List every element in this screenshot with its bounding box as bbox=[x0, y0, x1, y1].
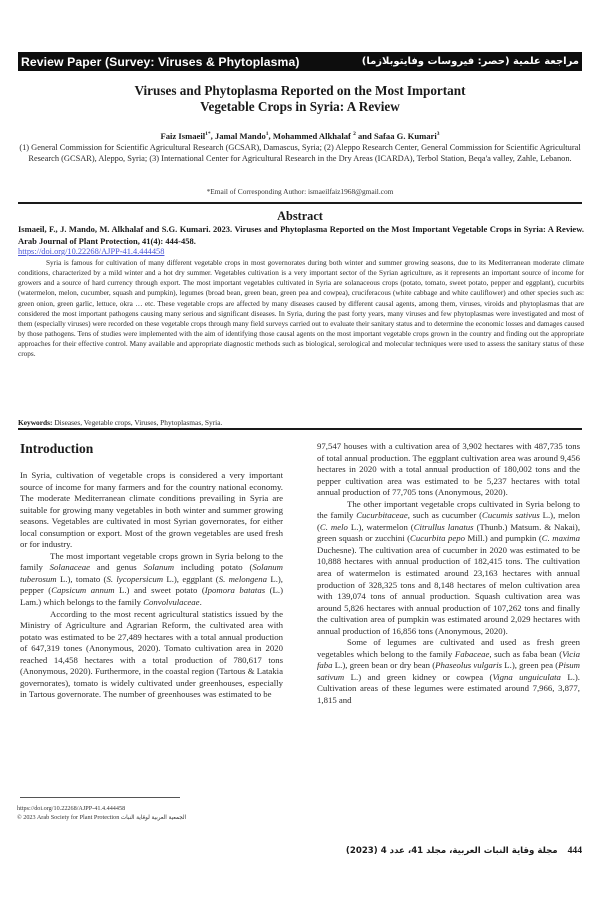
copyright-english: © 2023 Arab Society for Plant Protection bbox=[17, 814, 120, 821]
abstract-body: Syria is famous for cultivation of many different vegetable crops in most governorates during both winter and summer growing seasons, due to its Mediterranean moderate climate conditions, characterized by a mild winter and a hot dry summer. Vegetables cultivation is a very important sector of the Syrian agriculture, as it represents an important source of income for growers and a source of hard currency through export. The most important vegetables cultivated in Syria are solanaceous crops (potato, tomato, sweet potato, pepper and eggplant), cucurbits (watermelon, melon, cucumber, squash and pumpkin), legumes (broad bean, green bean, green pea and cowpea), cruciferacous (white cabbage and white cauliflower) and other species such as: green onion, green garlic, lettuce, okra … etc. These vegetable crops are affected by many diseases caused by different causal agents, among them, viruses, viroids and phytoplasmas that are considered the most important pathogens causing many serious and significant diseases. In Syria, during the past forty years, many viruses and few phytoplasmas were investigated and most of them (especially viruses) were recorded on these vegetable crops through many field surveys carried out to evaluate their sanitary status and to determine the economic losses and damages caused by those pathogens. Tens of studies were implemented with the aim of identifying those causal agents on the most important vegetable crops grown in the country and finding out the appropriate approaches for their effective control. Many available and appropriate diagnostic methods such as biological, serological and molecular techniques were used to assess the sanitary status of these crops. bbox=[18, 259, 584, 359]
author-affiliations: (1) General Commission for Scientific Agricultural Research (GCSAR), Damascus, Syria; (2) Aleppo Research Center, General Commission for Scientific Agricultural Research (GCSAR), Aleppo, Syria; (3) International Center for Agricultural Research in the Dry Areas (ICARDA), Terbol Station, Beqa'a valley, Zahle, Lebanon. bbox=[19, 143, 581, 164]
author-affiliation-mark: 3 bbox=[436, 131, 440, 138]
journal-name-arabic: مجلة وقاية النبات العربية، مجلد 41، عدد 4 (2023) bbox=[345, 846, 558, 856]
abstract-bottom-rule bbox=[18, 428, 582, 430]
author-affiliation-mark: 2 bbox=[353, 131, 356, 138]
scientific-name: Cucurbita pepo bbox=[410, 533, 466, 544]
footnote-rule bbox=[20, 797, 180, 798]
paragraph: According to the most recent agricultural statistics issued by the Ministry of Agriculture and Agrarian Reform, the cultivated area with potato was estimated to be 27,489 hectares with a total annual production of 647,319 tones (Anonymous, 2020). Tomato cultivation area in 2020 reached 14,458 hectares with a total production of 780,617 tons (Anonymous, 2020). Furthermore, in the coastal region (Tartous & Latakia governorates), tomato is widely cultivated under greenhouses, especially in Tartous governorate. The number of greenhouses was estimated to be bbox=[20, 608, 283, 700]
scientific-name: Solanum tuberosum bbox=[20, 562, 283, 584]
scientific-name: Cucumis sativus bbox=[482, 510, 540, 521]
scientific-name: Fabaceae bbox=[454, 648, 490, 659]
author-name: Safaa G. Kumari bbox=[373, 131, 437, 141]
scientific-name: S. melongena bbox=[218, 573, 268, 584]
doi-link[interactable]: https://doi.org/10.22268/AJPP-41.4.444458 bbox=[18, 247, 165, 256]
left-column bbox=[20, 470, 283, 701]
paragraph: Some of legumes are cultivated and used as fresh green vegetables which belong to the family Fabaceae, such as faba bean (Vicia faba L.), green bean or dry bean (Phaseolus vulgaris L.), green pea (Pisum sativum L.) and green kidney or cowpea (Vigna unguiculata L.). Cultivation areas of these legumes were estimated around 7,966, 3,877, 1,815 and bbox=[317, 637, 580, 706]
scientific-name: Solanaceae bbox=[49, 562, 90, 573]
author-name: Faiz Ismaeil bbox=[160, 131, 206, 141]
section-header-bar bbox=[18, 52, 582, 71]
scientific-name: Cucurbitaceae bbox=[356, 510, 408, 521]
page-number: 444 bbox=[567, 845, 582, 856]
scientific-name: Vicia faba bbox=[317, 648, 580, 671]
section-label-english: Review Paper (Survey: Viruses & Phytoplasma) bbox=[21, 54, 300, 69]
author-name: Mohammed Alkhalaf bbox=[272, 131, 351, 141]
abstract-heading: Abstract bbox=[277, 209, 323, 223]
article-title-line-2: Vegetable Crops in Syria: A Review bbox=[200, 99, 400, 114]
corresponding-author-email: *Email of Corresponding Author: ismaeilfaiz1968@gmail.com bbox=[206, 187, 394, 196]
scientific-name: Capsicum annum bbox=[51, 585, 115, 596]
footnote-copyright bbox=[17, 814, 186, 821]
keywords bbox=[18, 418, 222, 427]
page-footer bbox=[346, 845, 582, 856]
author-name: Jamal Mando bbox=[214, 131, 266, 141]
section-label-arabic: مراجعة علمية (حصر: فيروسات وفايتوبلازما) bbox=[361, 56, 579, 67]
abstract-top-rule bbox=[18, 202, 582, 204]
scientific-name: Convolvulaceae bbox=[143, 597, 200, 608]
introduction-heading: Introduction bbox=[20, 441, 94, 456]
paragraph: The most important vegetable crops grown in Syria belong to the family Solanaceae and genus Solanum including potato (Solanum tuberosum L.), tomato (S. lycopersicum L.), eggplant (S. melongena L.), pepper (Capsicum annum L.) and sweet potato (Ipomora batatas (L.) Lam.) which belongs to the family Convolvulaceae. bbox=[20, 550, 283, 608]
scientific-name: Pisum sativum bbox=[317, 660, 580, 682]
scientific-name: Ipomora batatas bbox=[204, 585, 266, 596]
paragraph: The other important vegetable crops cultivated in Syria belong to the family Cucurbitaceae, such as cucumber (Cucumis sativus L.), melon (C. melo L.), watermelon (Citrullus lanatus (Thunb.) Matsum. & Nakai), green squash or zucchini (Cucurbita pepo Mill.) and pumpkin (C. maxima Duchesne). The cultivation area of cucumber in 2020 was estimated to be 10,888 hectares with annual production of 182,415 tons. The cultivation area of watermelon is estimated around 23,163 hectares with annual production of 328,325 tons and 8,148 hectares of melon cultivation area with 139,074 tons of annual production. Squash cultivation area was around 5,826 hectares with annual production of 107,262 tons and finally the cultivation area of pumpkin was estimated around 2,029 hectares with annual production of 16,856 tons (Anonymous, 2020). bbox=[317, 498, 581, 636]
copyright-arabic: الجمعية العربية لوقاية النبات bbox=[120, 815, 187, 821]
author-separator: , bbox=[268, 131, 273, 141]
scientific-name: C. maxima bbox=[541, 533, 580, 544]
article-citation: Ismaeil, F., J. Mando, M. Alkhalaf and S.G. Kumari. 2023. Viruses and Phytoplasma Reported on the Most Important Vegetable Crops in Syria: A Review. Arab Journal of Plant Protection, 41(4): 444-458. bbox=[18, 224, 584, 246]
article-title bbox=[0, 83, 600, 115]
paragraph: 97,547 houses with a cultivation area of 3,902 hectares with 487,735 tons of total annual production. The eggplant cultivation area was around 9,456 hectares in 2020 with a total annual production of 180,002 tons and the pepper cultivation area was estimated to be 5,237 hectares with total annual production of 77,705 tons (Anonymous, 2020). bbox=[317, 441, 580, 498]
author-list bbox=[0, 131, 600, 141]
author-affiliation-mark: 1* bbox=[205, 131, 211, 138]
scientific-name: C. melo bbox=[319, 521, 348, 532]
scientific-name: Solanum bbox=[143, 562, 175, 573]
article-title-line-1: Viruses and Phytoplasma Reported on the Most Important bbox=[134, 83, 466, 98]
scientific-name: S. lycopersicum bbox=[106, 573, 164, 584]
scientific-name: Vigna unguiculata bbox=[492, 671, 561, 682]
footnote-doi: https://doi.org/10.22268/AJPP-41.4.444458 bbox=[17, 805, 126, 812]
author-affiliation-mark: 1 bbox=[265, 131, 269, 138]
keywords-label: Keywords: bbox=[18, 418, 53, 427]
scientific-name: Citrullus lanatus bbox=[413, 521, 474, 532]
right-column bbox=[317, 441, 580, 707]
author-separator: , bbox=[210, 131, 215, 141]
keywords-list: Diseases, Vegetable crops, Viruses, Phytoplasmas, Syria. bbox=[52, 418, 223, 427]
paragraph: In Syria, cultivation of vegetable crops is considered a very important source of income for many farmers and for the country national economy. The moderate Mediterranean climate conditions prevailing in Syria are suitable for growing many vegetables in both winter and summer growing seasons. Vegetables are cultivated in most Syrian governorates, for either local consumption or export. Most of the grown vegetables are used fresh or for industry. bbox=[20, 470, 283, 550]
author-separator: and bbox=[355, 131, 374, 141]
scientific-name: Phaseolus vulgaris bbox=[435, 660, 503, 671]
